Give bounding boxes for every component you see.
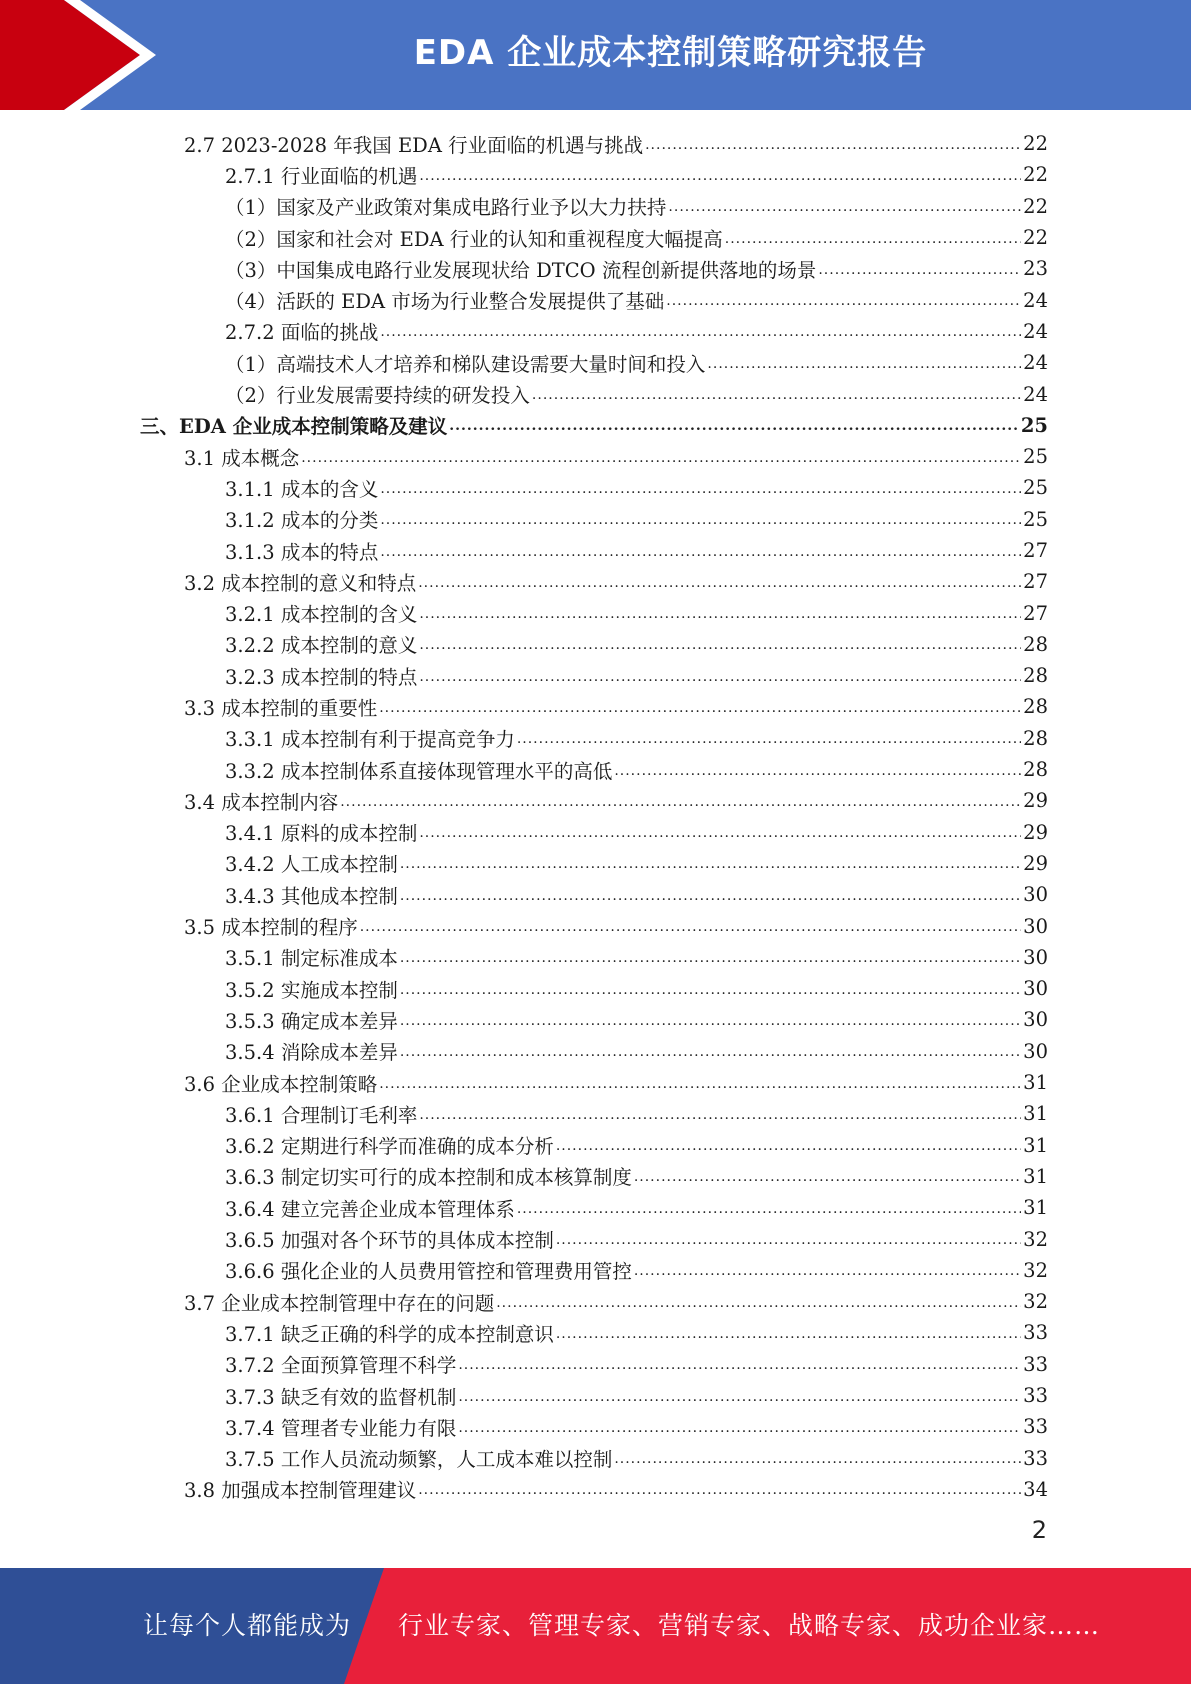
- toc-entry[interactable]: [0, 253, 1191, 284]
- toc-entry-page: 30: [1023, 1039, 1048, 1063]
- toc-dot-leader: [419, 168, 1021, 184]
- toc-entry-title: 3.8 加强成本控制管理建议: [184, 1479, 417, 1503]
- report-title: EDA 企业成本控制策略研究报告: [413, 33, 928, 73]
- toc-entry[interactable]: [0, 848, 1191, 879]
- toc-entry[interactable]: [0, 1317, 1191, 1348]
- toc-entry-title: 3.7.5 工作人员流动频繁，人工成本难以控制: [225, 1448, 613, 1472]
- toc-dot-leader: [458, 1420, 1021, 1436]
- toc-dot-leader: [614, 763, 1021, 779]
- toc-entry-title: 3.1.3 成本的特点: [225, 540, 379, 564]
- toc-entry-title: 3.7.2 全面预算管理不科学: [225, 1354, 457, 1378]
- toc-entry[interactable]: [0, 1036, 1191, 1067]
- toc-entry-title: 3.6.6 强化企业的人员费用管控和管理费用管控: [225, 1260, 632, 1284]
- toc-dot-leader: [380, 512, 1021, 528]
- toc-entry-page: 30: [1023, 945, 1048, 969]
- toc-entry-page: 22: [1023, 163, 1048, 187]
- toc-entry-title: 3.2.2 成本控制的意义: [225, 634, 418, 658]
- toc-entry-title: 3.2 成本控制的意义和特点: [184, 571, 417, 595]
- toc-entry-page: 24: [1023, 351, 1048, 375]
- toc-entry[interactable]: [0, 1349, 1191, 1380]
- toc-entry-title: 3.4 成本控制内容: [184, 790, 339, 814]
- toc-entry-title: 3.4.3 其他成本控制: [225, 884, 398, 908]
- toc-entry[interactable]: [0, 785, 1191, 816]
- toc-entry-page: 27: [1023, 601, 1048, 625]
- toc-entry-title: （1）国家及产业政策对集成电路行业予以大力扶持: [225, 196, 667, 220]
- toc-entry[interactable]: [0, 191, 1191, 222]
- table-of-contents: [0, 128, 1191, 1505]
- toc-entry[interactable]: [0, 910, 1191, 941]
- footer-slogan-right: 行业专家、管理专家、营销专家、战略专家、成功企业家……: [398, 1611, 1101, 1640]
- toc-entry-title: 3.7.4 管理者专业能力有限: [225, 1416, 457, 1440]
- toc-entry-title: 2.7.1 行业面临的机遇: [225, 164, 418, 188]
- toc-dot-leader: [301, 450, 1021, 466]
- toc-entry-page: 31: [1023, 1133, 1048, 1157]
- toc-entry-page: 22: [1023, 132, 1048, 156]
- toc-entry[interactable]: [0, 566, 1191, 597]
- toc-entry-title: 三、EDA 企业成本控制策略及建议: [140, 415, 448, 439]
- toc-entry-title: （1）高端技术人才培养和梯队建设需要大量时间和投入: [225, 352, 706, 376]
- toc-entry-page: 29: [1023, 789, 1048, 813]
- toc-entry[interactable]: [0, 1411, 1191, 1442]
- toc-entry-page: 32: [1023, 1258, 1048, 1282]
- toc-entry-title: 3.6.5 加强对各个环节的具体成本控制: [225, 1229, 554, 1253]
- toc-entry-title: 3.2.3 成本控制的特点: [225, 665, 418, 689]
- toc-entry-title: 3.6.3 制定切实可行的成本控制和成本核算制度: [225, 1166, 632, 1190]
- toc-entry-title: 3.7 企业成本控制管理中存在的问题: [184, 1291, 495, 1315]
- toc-dot-leader: [634, 1169, 1021, 1185]
- toc-entry[interactable]: [0, 222, 1191, 253]
- toc-dot-leader: [458, 1357, 1021, 1373]
- toc-entry-page: 22: [1023, 226, 1048, 250]
- toc-entry-page: 24: [1023, 382, 1048, 406]
- toc-entry-title: 3.1 成本概念: [184, 446, 300, 470]
- toc-entry-title: 3.4.1 原料的成本控制: [225, 822, 418, 846]
- toc-entry-page: 27: [1023, 539, 1048, 562]
- toc-entry[interactable]: [0, 1380, 1191, 1411]
- toc-entry-page: 33: [1023, 1415, 1048, 1439]
- toc-entry[interactable]: [0, 159, 1191, 190]
- toc-dot-leader: [725, 231, 1021, 247]
- toc-dot-leader: [380, 544, 1021, 560]
- toc-dot-leader: [400, 982, 1021, 998]
- toc-entry[interactable]: [0, 754, 1191, 785]
- toc-entry[interactable]: [0, 597, 1191, 628]
- toc-entry-page: 22: [1023, 194, 1048, 218]
- toc-entry-title: 3.7.1 缺乏正确的科学的成本控制意识: [225, 1322, 554, 1346]
- toc-entry-title: （2）国家和社会对 EDA 行业的认知和重视程度大幅提高: [225, 227, 723, 251]
- toc-dot-leader: [400, 1044, 1021, 1060]
- toc-entry-page: 24: [1023, 319, 1048, 343]
- toc-entry-page: 33: [1023, 1446, 1048, 1470]
- toc-entry-page: 32: [1023, 1290, 1048, 1314]
- toc-entry[interactable]: [0, 1130, 1191, 1161]
- toc-entry[interactable]: [0, 128, 1191, 159]
- toc-entry[interactable]: [0, 472, 1191, 503]
- toc-entry[interactable]: [0, 660, 1191, 691]
- toc-entry[interactable]: [0, 723, 1191, 754]
- toc-dot-leader: [400, 888, 1021, 904]
- toc-entry[interactable]: [0, 535, 1191, 566]
- toc-entry-page: 31: [1023, 1071, 1048, 1095]
- toc-entry-title: 3.6 企业成本控制策略: [184, 1072, 378, 1096]
- toc-entry-page: 33: [1023, 1352, 1048, 1376]
- toc-entry[interactable]: [0, 879, 1191, 910]
- toc-dot-leader: [556, 1138, 1021, 1154]
- toc-dot-leader: [379, 700, 1021, 716]
- toc-entry[interactable]: [0, 316, 1191, 347]
- toc-entry[interactable]: [0, 691, 1191, 722]
- toc-entry-page: 30: [1023, 977, 1048, 1001]
- toc-entry-page: 31: [1023, 1196, 1048, 1220]
- toc-entry[interactable]: [0, 1161, 1191, 1192]
- toc-entry[interactable]: [0, 817, 1191, 848]
- toc-entry-page: 29: [1023, 851, 1048, 875]
- toc-entry-page: 30: [1023, 883, 1048, 907]
- toc-entry-page: 28: [1023, 726, 1048, 750]
- page-footer: [0, 1568, 1191, 1684]
- toc-entry-page: 30: [1023, 1008, 1048, 1032]
- toc-entry[interactable]: [0, 1223, 1191, 1254]
- toc-entry-page: 29: [1023, 820, 1048, 844]
- toc-entry-title: 3.3 成本控制的重要性: [184, 696, 378, 720]
- toc-entry-title: 3.1.1 成本的含义: [225, 477, 379, 501]
- toc-dot-leader: [458, 1389, 1021, 1405]
- toc-dot-leader: [419, 606, 1021, 622]
- toc-dot-leader: [517, 1201, 1021, 1217]
- toc-entry[interactable]: [0, 1474, 1191, 1505]
- toc-entry-page: 28: [1023, 695, 1048, 719]
- toc-dot-leader: [818, 262, 1021, 278]
- toc-entry[interactable]: [0, 1098, 1191, 1129]
- toc-entry-title: 3.5.3 确定成本差异: [225, 1009, 398, 1033]
- toc-entry-page: 28: [1023, 664, 1048, 688]
- toc-entry-page: 27: [1023, 570, 1048, 594]
- toc-entry-page: 34: [1023, 1477, 1048, 1501]
- toc-entry-page: 32: [1023, 1227, 1048, 1251]
- toc-dot-leader: [360, 919, 1021, 935]
- toc-entry[interactable]: [0, 410, 1191, 441]
- toc-dot-leader: [556, 1326, 1021, 1342]
- toc-dot-leader: [380, 481, 1021, 497]
- toc-entry-title: 3.1.2 成本的分类: [225, 509, 379, 533]
- toc-entry-title: （4）活跃的 EDA 市场为行业整合发展提供了基础: [225, 290, 665, 314]
- toc-entry-page: 25: [1023, 507, 1048, 531]
- toc-dot-leader: [419, 1107, 1021, 1123]
- toc-dot-leader: [418, 1482, 1021, 1498]
- toc-entry[interactable]: [0, 973, 1191, 1004]
- toc-entry-title: 3.5.4 消除成本差异: [225, 1041, 398, 1065]
- toc-entry-page: 30: [1023, 914, 1048, 938]
- toc-dot-leader: [400, 856, 1021, 872]
- toc-entry-title: 3.3.2 成本控制体系直接体现管理水平的高低: [225, 759, 613, 783]
- toc-dot-leader: [517, 731, 1021, 747]
- toc-entry[interactable]: [0, 1004, 1191, 1035]
- toc-dot-leader: [645, 137, 1021, 153]
- toc-dot-leader: [418, 575, 1021, 591]
- toc-dot-leader: [380, 324, 1021, 340]
- toc-dot-leader: [707, 356, 1021, 372]
- toc-entry[interactable]: [0, 284, 1191, 315]
- toc-dot-leader: [614, 1451, 1021, 1467]
- toc-entry[interactable]: [0, 1192, 1191, 1223]
- toc-dot-leader: [668, 199, 1021, 215]
- toc-entry[interactable]: [0, 629, 1191, 660]
- toc-entry-page: 28: [1023, 758, 1048, 782]
- toc-entry-page: 31: [1023, 1102, 1048, 1126]
- toc-dot-leader: [666, 293, 1021, 309]
- toc-dot-leader: [379, 1076, 1021, 1092]
- page-number: 2: [1031, 1516, 1047, 1544]
- toc-entry-title: （2）行业发展需要持续的研发投入: [225, 384, 530, 408]
- toc-dot-leader: [634, 1263, 1021, 1279]
- toc-entry[interactable]: [0, 504, 1191, 535]
- toc-entry[interactable]: [0, 441, 1191, 472]
- toc-entry-page: 23: [1023, 257, 1048, 281]
- toc-entry[interactable]: [0, 1286, 1191, 1317]
- toc-entry[interactable]: [0, 1067, 1191, 1098]
- toc-entry-page: 25: [1023, 476, 1048, 500]
- toc-dot-leader: [340, 794, 1021, 810]
- page-header: [0, 0, 1191, 110]
- toc-entry-title: 3.5.1 制定标准成本: [225, 947, 398, 971]
- toc-dot-leader: [449, 418, 1019, 434]
- toc-entry-page: 33: [1023, 1321, 1048, 1345]
- toc-entry-page: 25: [1020, 413, 1048, 437]
- toc-entry-title: 3.6.1 合理制订毛利率: [225, 1103, 418, 1127]
- toc-dot-leader: [400, 950, 1021, 966]
- toc-entry-page: 24: [1023, 288, 1048, 312]
- toc-entry-page: 28: [1023, 632, 1048, 656]
- toc-dot-leader: [496, 1295, 1021, 1311]
- toc-entry-title: 3.5 成本控制的程序: [184, 916, 358, 940]
- toc-entry-title: 2.7 2023-2028 年我国 EDA 行业面临的机遇与挑战: [184, 133, 644, 157]
- toc-entry[interactable]: [0, 378, 1191, 409]
- toc-entry[interactable]: [0, 1255, 1191, 1286]
- toc-dot-leader: [556, 1232, 1021, 1248]
- toc-dot-leader: [419, 637, 1021, 653]
- toc-dot-leader: [532, 387, 1021, 403]
- toc-entry[interactable]: [0, 1442, 1191, 1473]
- toc-entry-title: 3.2.1 成本控制的含义: [225, 603, 418, 627]
- toc-entry-title: （3）中国集成电路行业发展现状给 DTCO 流程创新提供落地的场景: [225, 258, 817, 282]
- footer-slogan-left: 让每个人都能成为: [143, 1611, 352, 1640]
- toc-entry-title: 3.3.1 成本控制有利于提高竞争力: [225, 728, 515, 752]
- toc-entry-title: 3.6.2 定期进行科学而准确的成本分析: [225, 1135, 554, 1159]
- toc-entry-title: 3.6.4 建立完善企业成本管理体系: [225, 1197, 515, 1221]
- toc-entry-title: 2.7.2 面临的挑战: [225, 321, 379, 345]
- toc-dot-leader: [419, 825, 1021, 841]
- toc-entry-title: 3.4.2 人工成本控制: [225, 853, 398, 877]
- toc-entry-page: 31: [1023, 1164, 1048, 1188]
- toc-entry[interactable]: [0, 942, 1191, 973]
- toc-entry-title: 3.5.2 实施成本控制: [225, 978, 398, 1002]
- toc-dot-leader: [419, 669, 1021, 685]
- toc-entry-page: 25: [1023, 445, 1048, 469]
- toc-dot-leader: [400, 1013, 1021, 1029]
- toc-entry-page: 33: [1023, 1384, 1048, 1408]
- toc-entry-title: 3.7.3 缺乏有效的监督机制: [225, 1385, 457, 1409]
- toc-entry[interactable]: [0, 347, 1191, 378]
